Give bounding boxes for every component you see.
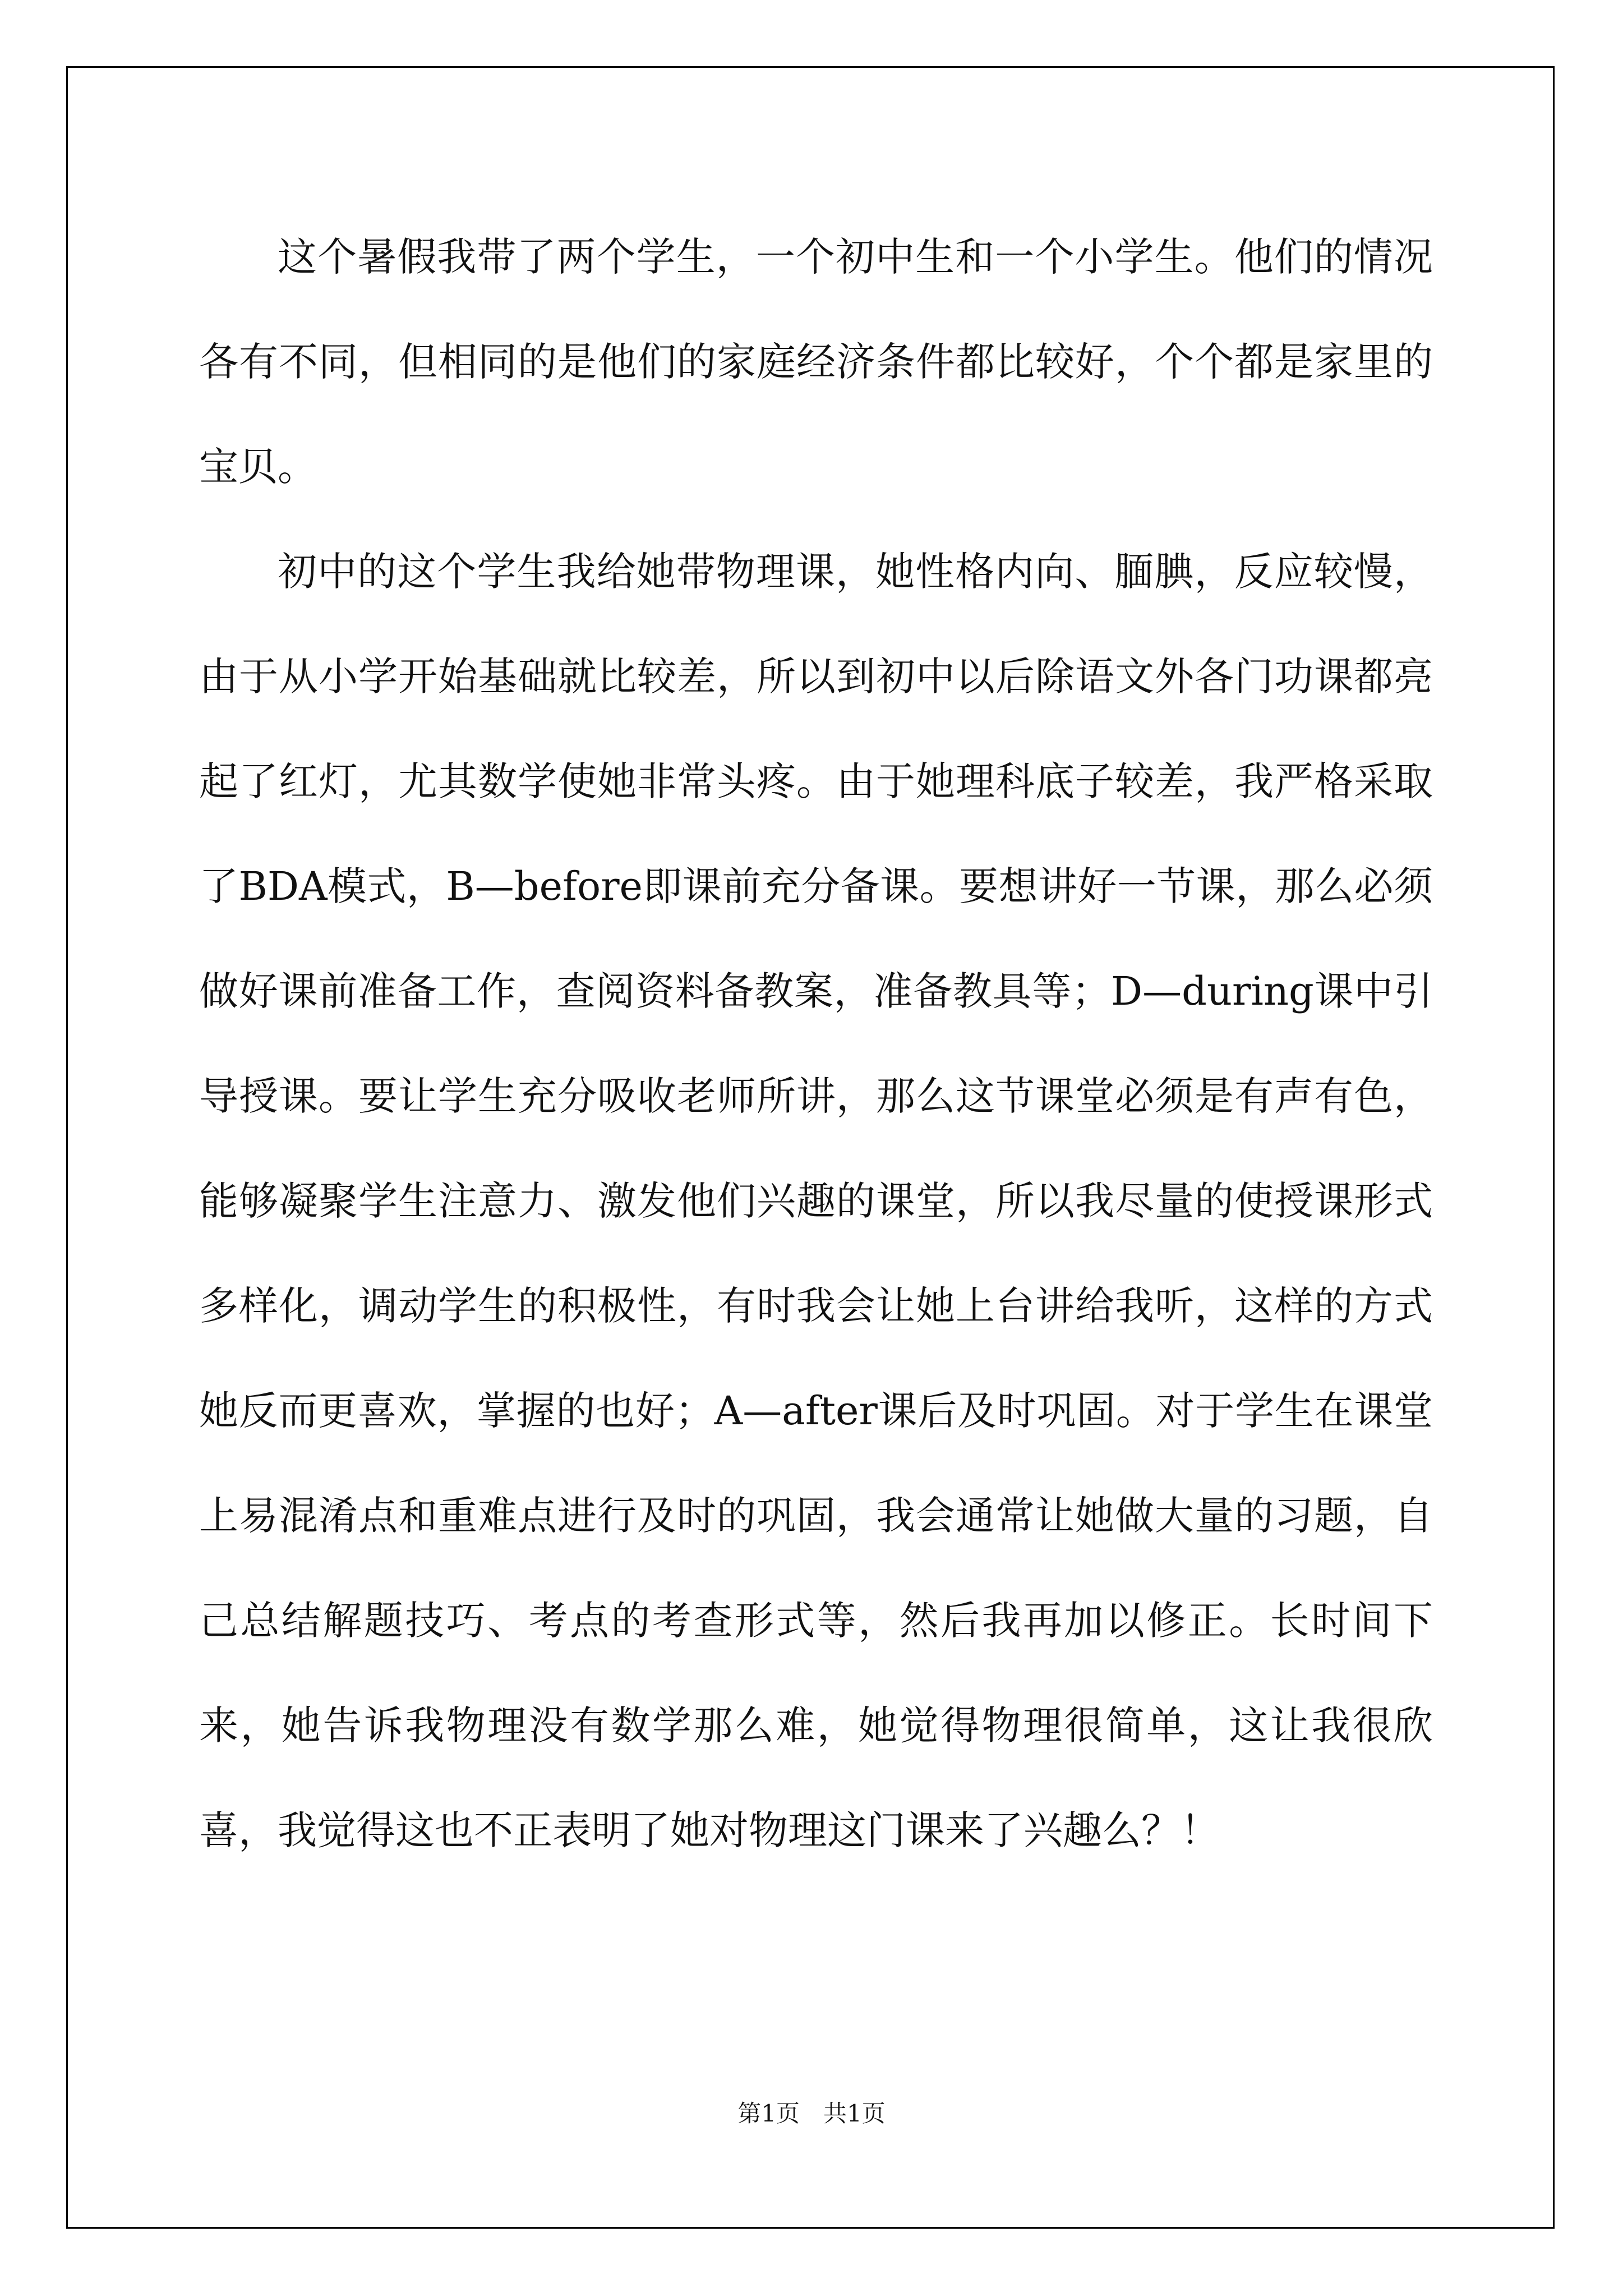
page-number-footer: 第1页 共1页 [737, 2100, 886, 2127]
paragraph-2: 初中的这个学生我给她带物理课，她性格内向、腼腆，反应较慢，由于从小学开始基础就比较差，所以到初中以后除语文外各门功课都亮起了红灯，尤其数学使她非常头疼。由于她理科底子较差，我严格采取了BDA模式，B—before即课前充分备课。要想讲好一节课，那么必须做好课前准备工作，查阅资料备教案，准备教具等；D—during课中引导授课。要让学生充分吸收老师所讲，那么这节课堂必须是有声有色，能够凝聚学生注意力、激发他们兴趣的课堂，所以我尽量的使授课形式多样化，调动学生的积极性，有时我会让她上台讲给我听，这样的方式她反而更喜欢，掌握的也好；A—after课后及时巩固。对于学生在课堂上易混淆点和重难点进行及时的巩固，我会通常让她做大量的习题，自己总结解题技巧、考点的考查形式等，然后我再加以修正。长时间下来，她告诉我物理没有数学那么难，她觉得物理很简单，这让我很欣喜，我觉得这也不正表明了她对物理这门课来了兴趣么？！ [199, 549, 1433, 1853]
document-body [199, 205, 1433, 1883]
paragraph-1: 这个暑假我带了两个学生，一个初中生和一个小学生。他们的情况各有不同，但相同的是他们的家庭经济条件都比较好，个个都是家里的宝贝。 [199, 234, 1433, 490]
